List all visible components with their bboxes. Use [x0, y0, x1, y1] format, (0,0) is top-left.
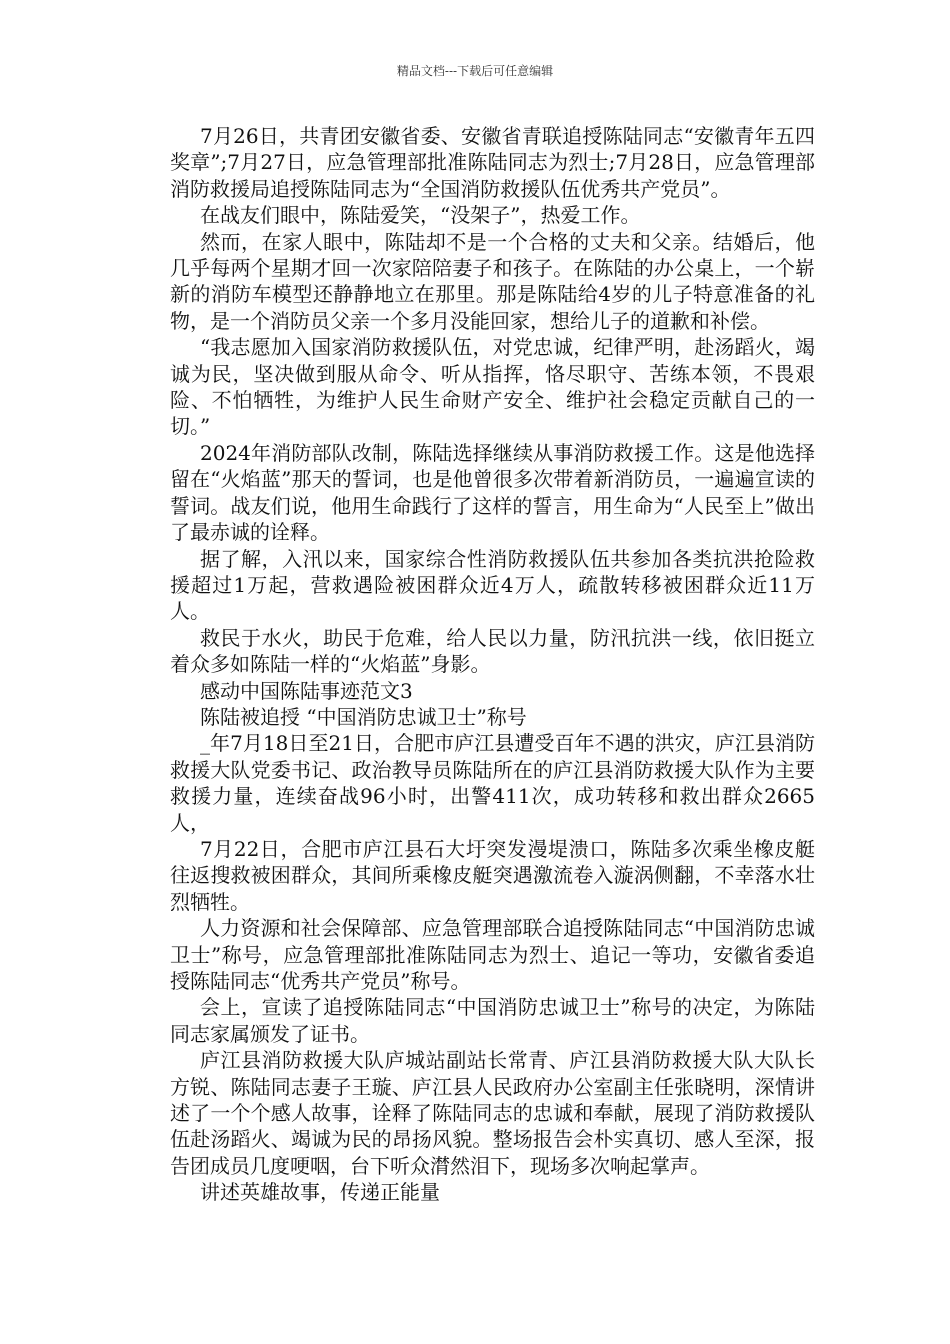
- paragraph-flood: _年7月18日至21日，合肥市庐江县遭受百年不遇的洪灾，庐江县消防救援大队党委书记、政治教导员陈陆所在的庐江县消防救援大队作为主要救援力量，连续奋战96小时，出警411次，成功转移和救出群众2665人，: [170, 731, 815, 835]
- paragraph-report: 庐江县消防救援大队庐城站副站长常青、庐江县消防救援大队大队长方锐、陈陆同志妻子王璇、庐江县人民政府办公室副主任张晓明，深情讲述了一个个感人故事，诠释了陈陆同志的忠诚和奉献，展现了消防救援队伍赴汤蹈火、竭诚为民的昂扬风貌。整场报告会朴实真切、感人至深，报告团成员几度哽咽，台下听众潸然泪下，现场多次响起掌声。: [170, 1048, 815, 1178]
- paragraph-sacrifice: 7月22日，合肥市庐江县石大圩突发漫堤溃口，陈陆多次乘坐橡皮艇往返搜救被困群众，其间所乘橡皮艇突遇激流卷入漩涡侧翻，不幸落水壮烈牺牲。: [170, 836, 815, 914]
- paragraph-closing: 讲述英雄故事，传递正能量: [200, 1180, 440, 1205]
- paragraph-awards: 7月26日，共青团安徽省委、安徽省青联追授陈陆同志“安徽青年五四奖章”;7月27日，应急管理部批准陈陆同志为烈士;7月28日，应急管理部消防救援局追授陈陆同志为“全国消防救援队伍优秀共产党员”。: [170, 124, 815, 201]
- paragraph-reform: 2024年消防部队改制，陈陆选择继续从事消防救援工作。这是他选择留在“火焰蓝”那天的誓词，也是他曾很多次带着新消防员，一遍遍宣读的誓词。战友们说，他用生命践行了这样的誓言，用生命为“人民至上”做出了最赤诚的诠释。: [170, 440, 815, 545]
- paragraph-ceremony: 会上，宣读了追授陈陆同志“中国消防忠诚卫士”称号的决定，为陈陆同志家属颁发了证书。: [170, 995, 815, 1046]
- paragraph-comrades-view: 在战友们眼中，陈陆爱笑，“没架子”，热爱工作。: [200, 203, 641, 228]
- section-title: 感动中国陈陆事迹范文3: [200, 678, 413, 703]
- page-header: 精品文档---下载后可任意编辑: [396, 64, 554, 78]
- section-subtitle: 陈陆被追授 “中国消防忠诚卫士”称号: [200, 704, 527, 729]
- paragraph-honors: 人力资源和社会保障部、应急管理部联合追授陈陆同志“中国消防忠诚卫士”称号，应急管理部批准陈陆同志为烈士、追记一等功，安徽省委追授陈陆同志“优秀共产党员”称号。: [170, 916, 815, 993]
- document-body: [170, 123, 815, 1206]
- paragraph-frontline: 救民于水火，助民于危难，给人民以力量，防汛抗洪一线，依旧挺立着众多如陈陆一样的“火焰蓝”身影。: [170, 625, 815, 677]
- paragraph-oath: “我志愿加入国家消防救援队伍，对党忠诚，纪律严明，赴汤蹈火，竭诚为民，坚决做到服从命令、听从指挥，恪尽职守、苦练本领，不畏艰险、不怕牺牲，为维护人民生命财产安全、维护社会稳定贡献自己的一切。”: [170, 335, 815, 439]
- paragraph-statistics: 据了解，入汛以来，国家综合性消防救援队伍共参加各类抗洪抢险救援超过1万起，营救遇险被困群众近4万人，疏散转移被困群众近11万人。: [170, 546, 815, 624]
- paragraph-family-view: 然而，在家人眼中，陈陆却不是一个合格的丈夫和父亲。结婚后，他几乎每两个星期才回一次家陪陪妻子和孩子。在陈陆的办公桌上，一个崭新的消防车模型还静静地立在那里。那是陈陆给4岁的儿子特意准备的礼物，是一个消防员父亲一个多月没能回家，想给儿子的道歉和补偿。: [170, 229, 815, 333]
